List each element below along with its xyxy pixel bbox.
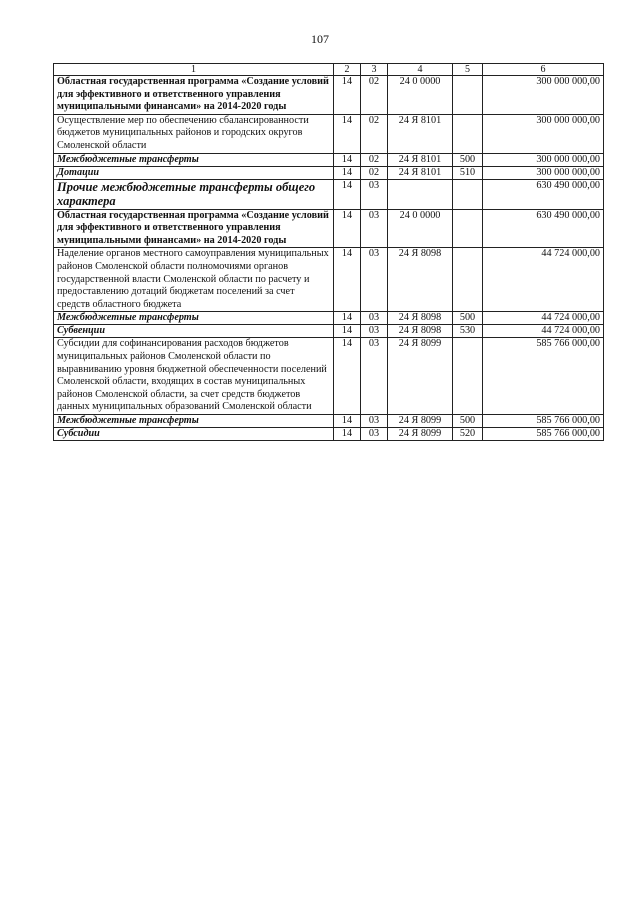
table-row bbox=[54, 414, 604, 427]
row-podrazdel: 02 bbox=[361, 76, 388, 115]
row-razdel: 14 bbox=[334, 76, 361, 115]
table-row bbox=[54, 76, 604, 115]
row-podrazdel: 03 bbox=[361, 312, 388, 325]
row-csr: 24 Я 8098 bbox=[388, 248, 453, 312]
table-header-row bbox=[54, 64, 604, 76]
row-csr: 24 Я 8099 bbox=[388, 414, 453, 427]
row-razdel: 14 bbox=[334, 338, 361, 415]
row-name: Осуществление мер по обеспечению сбалансированности бюджетов муниципальных районов и городских округов Смоленской области bbox=[54, 114, 334, 153]
row-csr bbox=[388, 179, 453, 209]
row-vr bbox=[453, 114, 483, 153]
table-row bbox=[54, 209, 604, 248]
row-razdel: 14 bbox=[334, 248, 361, 312]
table-row bbox=[54, 427, 604, 440]
row-vr: 520 bbox=[453, 427, 483, 440]
table-row bbox=[54, 179, 604, 209]
table-row bbox=[54, 114, 604, 153]
row-vr: 500 bbox=[453, 414, 483, 427]
row-vr bbox=[453, 179, 483, 209]
row-csr: 24 Я 8099 bbox=[388, 427, 453, 440]
row-name: Областная государственная программа «Создание условий для эффективного и ответственного управления муниципальными финансами» на 2014-2020 годы bbox=[54, 209, 334, 248]
row-vr bbox=[453, 209, 483, 248]
row-amount: 44 724 000,00 bbox=[483, 325, 604, 338]
row-vr: 530 bbox=[453, 325, 483, 338]
row-csr: 24 Я 8101 bbox=[388, 153, 453, 166]
row-podrazdel: 03 bbox=[361, 325, 388, 338]
row-name: Прочие межбюджетные трансферты общего характера bbox=[54, 179, 334, 209]
row-podrazdel: 02 bbox=[361, 166, 388, 179]
row-vr bbox=[453, 76, 483, 115]
row-amount: 630 490 000,00 bbox=[483, 179, 604, 209]
row-name: Субвенции bbox=[54, 325, 334, 338]
table-row bbox=[54, 325, 604, 338]
row-amount: 630 490 000,00 bbox=[483, 209, 604, 248]
row-podrazdel: 03 bbox=[361, 209, 388, 248]
row-razdel: 14 bbox=[334, 427, 361, 440]
row-vr: 510 bbox=[453, 166, 483, 179]
page-number: 107 bbox=[311, 32, 329, 46]
row-name: Межбюджетные трансферты bbox=[54, 153, 334, 166]
header-cell-1: 1 bbox=[54, 64, 334, 76]
table-row bbox=[54, 312, 604, 325]
row-csr: 24 0 0000 bbox=[388, 209, 453, 248]
row-amount: 585 766 000,00 bbox=[483, 338, 604, 415]
budget-table bbox=[53, 63, 604, 441]
table-row bbox=[54, 248, 604, 312]
row-razdel: 14 bbox=[334, 312, 361, 325]
row-amount: 300 000 000,00 bbox=[483, 76, 604, 115]
row-csr: 24 Я 8099 bbox=[388, 338, 453, 415]
header-cell-3: 3 bbox=[361, 64, 388, 76]
row-name: Областная государственная программа «Создание условий для эффективного и ответственного управления муниципальными финансами» на 2014-2020 годы bbox=[54, 76, 334, 115]
row-name: Межбюджетные трансферты bbox=[54, 312, 334, 325]
row-podrazdel: 03 bbox=[361, 414, 388, 427]
row-csr: 24 Я 8101 bbox=[388, 166, 453, 179]
row-podrazdel: 03 bbox=[361, 338, 388, 415]
row-razdel: 14 bbox=[334, 414, 361, 427]
row-vr bbox=[453, 248, 483, 312]
row-vr: 500 bbox=[453, 312, 483, 325]
row-csr: 24 Я 8101 bbox=[388, 114, 453, 153]
row-vr: 500 bbox=[453, 153, 483, 166]
row-podrazdel: 02 bbox=[361, 153, 388, 166]
row-amount: 300 000 000,00 bbox=[483, 114, 604, 153]
table-row bbox=[54, 338, 604, 415]
row-podrazdel: 02 bbox=[361, 114, 388, 153]
row-name: Субсидии bbox=[54, 427, 334, 440]
row-podrazdel: 03 bbox=[361, 427, 388, 440]
row-podrazdel: 03 bbox=[361, 179, 388, 209]
row-amount: 300 000 000,00 bbox=[483, 166, 604, 179]
row-csr: 24 0 0000 bbox=[388, 76, 453, 115]
row-razdel: 14 bbox=[334, 153, 361, 166]
row-razdel: 14 bbox=[334, 179, 361, 209]
header-cell-4: 4 bbox=[388, 64, 453, 76]
row-amount: 44 724 000,00 bbox=[483, 248, 604, 312]
header-cell-6: 6 bbox=[483, 64, 604, 76]
row-podrazdel: 03 bbox=[361, 248, 388, 312]
row-name: Субсидии для софинансирования расходов бюджетов муниципальных районов Смоленской области по выравниванию уровня бюджетной обеспеченности поселений Смоленской области, входящих в состав муниципальных районов Смоленской области, за счет средств бюджетов данных муниципальных образований Смоленской области bbox=[54, 338, 334, 415]
row-name: Наделение органов местного самоуправления муниципальных районов Смоленской области полномочиями органов государственной власти Смоленской области по расчету и предоставлению дотаций бюджетам поселений за счет средств областного бюджета bbox=[54, 248, 334, 312]
table-row bbox=[54, 166, 604, 179]
row-razdel: 14 bbox=[334, 325, 361, 338]
row-razdel: 14 bbox=[334, 166, 361, 179]
row-vr bbox=[453, 338, 483, 415]
row-csr: 24 Я 8098 bbox=[388, 325, 453, 338]
row-razdel: 14 bbox=[334, 114, 361, 153]
row-csr: 24 Я 8098 bbox=[388, 312, 453, 325]
header-cell-5: 5 bbox=[453, 64, 483, 76]
row-amount: 44 724 000,00 bbox=[483, 312, 604, 325]
table-row bbox=[54, 153, 604, 166]
row-razdel: 14 bbox=[334, 209, 361, 248]
row-amount: 585 766 000,00 bbox=[483, 427, 604, 440]
row-name: Дотации bbox=[54, 166, 334, 179]
row-name: Межбюджетные трансферты bbox=[54, 414, 334, 427]
header-cell-2: 2 bbox=[334, 64, 361, 76]
row-amount: 585 766 000,00 bbox=[483, 414, 604, 427]
row-amount: 300 000 000,00 bbox=[483, 153, 604, 166]
